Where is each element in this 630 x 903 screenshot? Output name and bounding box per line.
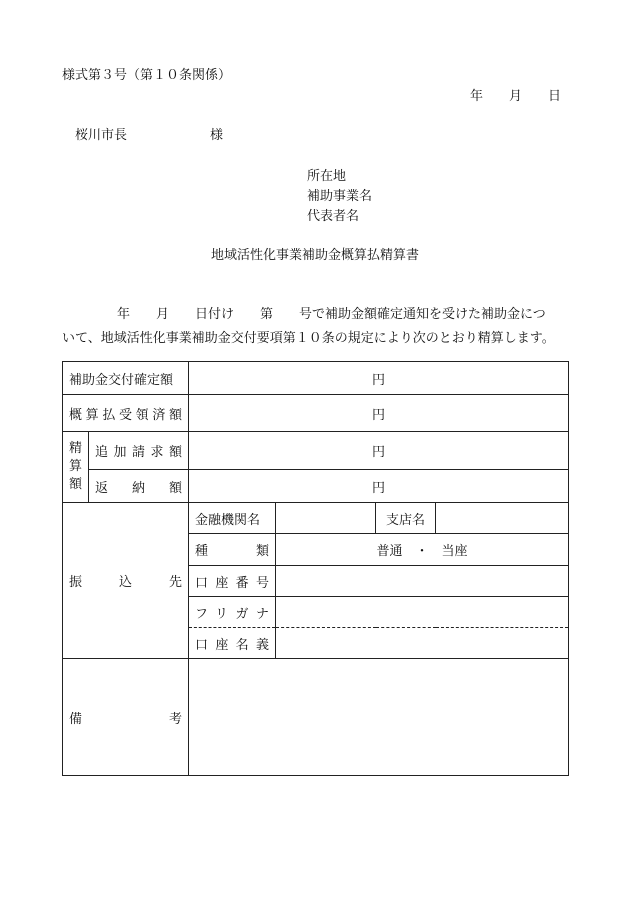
account-type-label: 種 類 <box>189 534 276 566</box>
refund-field[interactable] <box>189 470 569 503</box>
honorific: 様 <box>210 128 224 143</box>
row-refund <box>63 470 569 503</box>
sender-address-label: 所在地 <box>307 169 347 184</box>
confirmed-amount-label: 補助金交付確定額 <box>63 362 189 395</box>
body-text <box>62 303 568 351</box>
furigana-field[interactable] <box>276 597 569 628</box>
transfer-to-label: 振 込 先 <box>63 503 189 659</box>
remarks-label: 備 考 <box>63 659 189 776</box>
branch-field[interactable] <box>436 503 569 534</box>
account-number-label: 口座番号 <box>189 566 276 597</box>
date-line: 年 月 日 <box>470 89 562 104</box>
additional-claim-field[interactable] <box>189 432 569 470</box>
account-holder-field[interactable] <box>276 628 569 659</box>
sender-representative-label: 代表者名 <box>307 209 360 224</box>
document-title: 地域活性化事業補助金概算払精算書 <box>210 248 419 263</box>
additional-claim-label: 追加請求額 <box>89 432 189 470</box>
confirmed-amount-field[interactable] <box>189 362 569 395</box>
yen-unit: 円 <box>372 407 386 423</box>
settlement-table <box>62 361 569 776</box>
body-line-2: いて、地域活性化事業補助金交付要項第１０条の規定により次のとおり精算します。 <box>62 331 555 346</box>
yen-unit: 円 <box>372 480 386 496</box>
body-line-1: 年 月 日付け 第 号で補助金額確定通知を受けた補助金につ <box>117 307 546 322</box>
row-additional-claim <box>63 432 569 470</box>
yen-unit: 円 <box>372 372 386 388</box>
furigana-label: フリガナ <box>189 597 276 628</box>
row-confirmed-amount <box>63 362 569 395</box>
row-prepaid-amount <box>63 395 569 432</box>
account-number-field[interactable] <box>276 566 569 597</box>
account-type-options[interactable]: 普通 ・ 当座 <box>276 534 569 566</box>
bank-name-field[interactable] <box>276 503 376 534</box>
prepaid-amount-field[interactable] <box>189 395 569 432</box>
settlement-label <box>63 432 89 503</box>
row-bank-name <box>63 503 569 534</box>
settlement-label-char: 額 <box>69 477 83 492</box>
branch-label: 支店名 <box>376 503 436 534</box>
addressee: 桜川市長 <box>75 128 128 143</box>
settlement-label-char: 算 <box>69 459 83 474</box>
bank-name-label: 金融機関名 <box>189 503 276 534</box>
settlement-label-char: 精 <box>69 441 83 456</box>
sender-project-name-label: 補助事業名 <box>307 189 373 204</box>
form-number: 様式第３号（第１０条関係） <box>62 68 232 83</box>
remarks-field[interactable] <box>189 659 569 776</box>
refund-label: 返 納 額 <box>89 470 189 503</box>
row-remarks <box>63 659 569 776</box>
yen-unit: 円 <box>372 445 386 460</box>
prepaid-amount-label: 概算払受領済額 <box>63 395 189 432</box>
account-holder-label: 口座名義 <box>189 628 276 659</box>
